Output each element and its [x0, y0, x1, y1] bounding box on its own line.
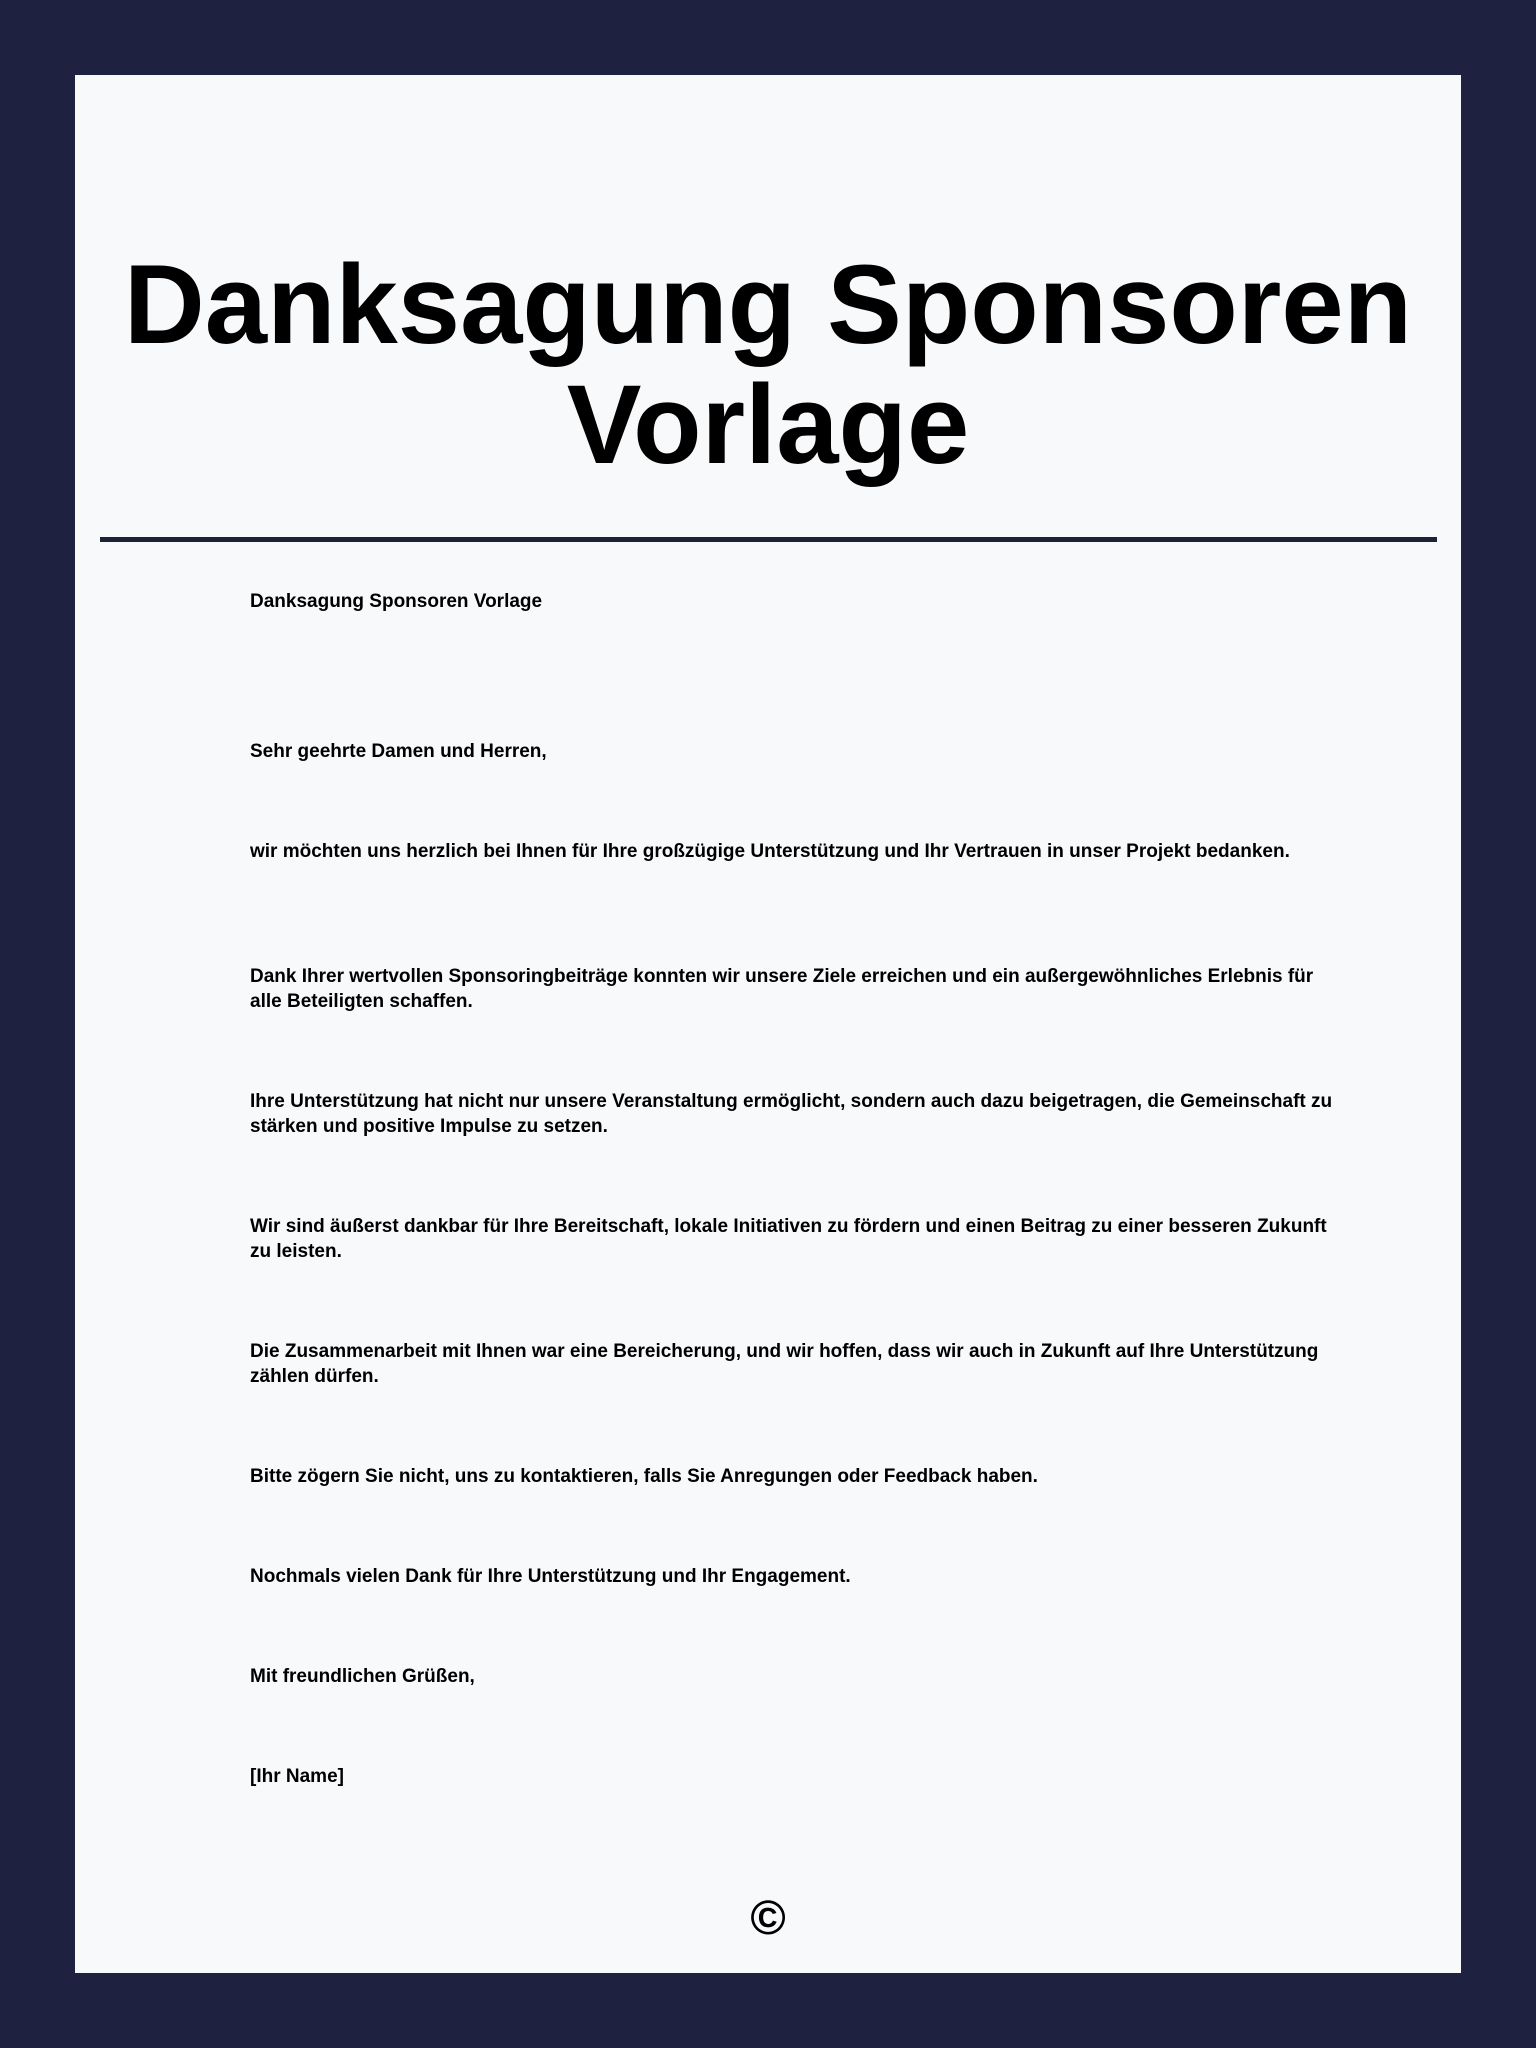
document-title-line-2: Vorlage — [566, 362, 970, 487]
closing: Mit freundlichen Grüßen, — [250, 1666, 475, 1687]
document-title-line-1: Danksagung Sponsoren — [123, 242, 1413, 367]
paragraph-1: wir möchten uns herzlich bei Ihnen für Ihre großzügige Unterstützung und Ihr Vertrauen in unser Projekt bedanken. — [250, 841, 1290, 862]
title-divider — [100, 537, 1437, 542]
paragraph-7: Nochmals vielen Dank für Ihre Unterstützung und Ihr Engagement. — [250, 1566, 851, 1587]
paragraph-6: Bitte zögern Sie nicht, uns zu kontaktieren, falls Sie Anregungen oder Feedback haben. — [250, 1466, 1038, 1487]
paragraph-5: Die Zusammenarbeit mit Ihnen war eine Bereicherung, und wir hoffen, dass wir auch in Zukunft auf Ihre Unterstützung zählen dürfen. — [250, 1341, 1319, 1387]
signature-name: [Ihr Name] — [250, 1766, 344, 1787]
copyright-icon: © — [750, 1892, 786, 1945]
salutation: Sehr geehrte Damen und Herren, — [250, 741, 547, 762]
paragraph-4: Wir sind äußerst dankbar für Ihre Bereitschaft, lokale Initiativen zu fördern und einen Beitrag zu einer besseren Zukunft zu leisten. — [250, 1216, 1327, 1262]
paragraph-3: Ihre Unterstützung hat nicht nur unsere Veranstaltung ermöglicht, sondern auch dazu beigetragen, die Gemeinschaft zu stärken und positive Impulse zu setzen. — [250, 1091, 1333, 1137]
paragraph-2: Dank Ihrer wertvollen Sponsoringbeiträge konnten wir unsere Ziele erreichen und ein außergewöhnliches Erlebnis für alle Beteiligten schaffen. — [250, 966, 1314, 1012]
document-title — [75, 242, 1461, 487]
document-page — [75, 75, 1461, 1973]
document-subject: Danksagung Sponsoren Vorlage — [250, 591, 543, 612]
